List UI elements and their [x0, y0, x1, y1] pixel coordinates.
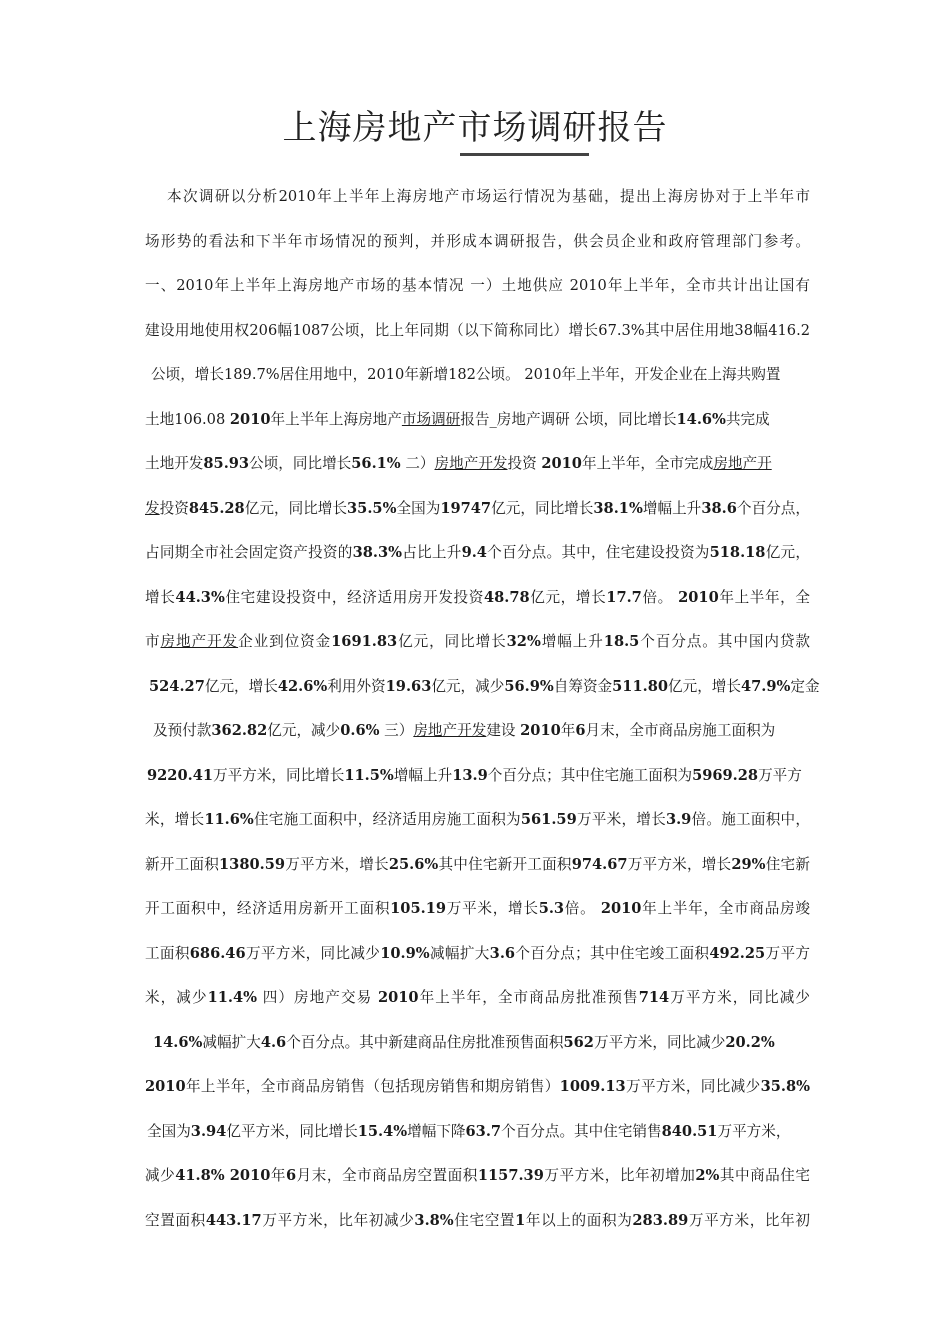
- figure-value: 1691.83: [331, 633, 398, 650]
- text-segment: 三）: [379, 722, 414, 739]
- text-segment: 年上半年，全: [718, 588, 810, 606]
- text-line: [145, 976, 810, 1021]
- text-segment: 自筹资金: [553, 677, 613, 695]
- text-segment: 万平方米，同比减少: [245, 944, 381, 962]
- text-segment: 万平方米，比年初: [688, 1211, 810, 1229]
- figure-value: 0.6%: [340, 722, 380, 739]
- underlined-term: 房地产开发: [160, 633, 239, 650]
- text-line: [145, 843, 810, 888]
- figure-value: 5969.28: [692, 766, 759, 784]
- text-segment: 万平方米，同比减少: [593, 1033, 726, 1051]
- text-segment: 亿元，增长: [529, 588, 607, 606]
- figure-value: 9220.41: [147, 766, 214, 784]
- figure-value: 2010: [229, 1167, 271, 1184]
- figure-value: 686.46: [189, 944, 246, 962]
- figure-value: 4.6: [260, 1033, 287, 1051]
- text-segment: 月末，全市商品房空置面积: [296, 1167, 478, 1184]
- text-segment: 年上半年，全市商品房批准预售: [418, 989, 639, 1006]
- text-segment: 开工面积中，经济适用房新开工面积: [145, 900, 391, 917]
- text-segment: 米，增长: [145, 811, 205, 828]
- text-segment: 减少: [145, 1167, 176, 1184]
- text-segment: 增幅上升: [540, 633, 604, 650]
- underlined-term: 市场调研: [401, 410, 461, 428]
- figure-value: 3.8%: [414, 1211, 454, 1229]
- text-segment: 年: [270, 1167, 287, 1184]
- text-segment: 倍。施工面积中，: [691, 811, 810, 828]
- text-line: [145, 531, 810, 576]
- text-segment: 占比上升: [402, 544, 462, 561]
- text-segment: 年上半年，全市商品房销售（包括现房销售和期房销售）: [185, 1078, 560, 1095]
- text-segment: 亿元，: [765, 544, 810, 561]
- text-segment: 空置面积: [145, 1211, 206, 1229]
- figure-value: 2010: [377, 989, 419, 1006]
- text-segment: 万平方米，比年初减少: [261, 1211, 415, 1229]
- text-segment: 本次调研以分析2010年上半年上海房地产市场运行情况为基础，提出上海房协对于上半年市: [167, 188, 810, 205]
- text-segment: 年上半年上海房地产: [270, 410, 402, 428]
- figure-value: 845.28: [188, 499, 245, 517]
- figure-value: 283.89: [632, 1211, 689, 1229]
- figure-value: 15.4%: [357, 1122, 408, 1140]
- text-segment: 个百分点；其中住宅竣工面积: [515, 944, 710, 962]
- figure-value: 443.17: [205, 1211, 262, 1229]
- text-segment: 新开工面积: [145, 855, 220, 873]
- text-segment: 四）房地产交易: [257, 989, 378, 1006]
- text-line: [145, 398, 810, 443]
- figure-value: 3.9: [665, 811, 692, 828]
- text-line: [145, 1110, 810, 1155]
- text-line: [145, 887, 810, 932]
- text-segment: 亿元，同比增长: [491, 499, 594, 517]
- text-segment: 减幅扩大: [202, 1033, 261, 1051]
- figure-value: 1157.39: [477, 1167, 544, 1184]
- text-segment: 企业到位资金: [238, 633, 332, 650]
- text-segment: 全国为: [147, 1122, 191, 1140]
- figure-value: 29%: [731, 855, 766, 873]
- text-segment: 个百分点；其中住宅施工面积为: [487, 766, 693, 784]
- text-segment: 建设用地使用权206幅1087公顷，比上年同期（以下简称同比）增长67.3%其中居住用地38幅416.2: [145, 321, 810, 339]
- figure-value: 6: [286, 1167, 297, 1184]
- text-segment: 个百分点。其中新建商品住房批准预售面积: [286, 1033, 564, 1051]
- text-segment: 个百分点，: [736, 499, 810, 517]
- figure-value: 492.25: [709, 944, 766, 962]
- text-segment: 万平方米，增长: [285, 855, 389, 873]
- figure-value: 714: [638, 989, 670, 1006]
- figure-value: 840.51: [661, 1122, 718, 1140]
- figure-value: 25.6%: [388, 855, 439, 873]
- figure-value: 85.93: [203, 455, 250, 472]
- figure-value: 42.6%: [277, 677, 328, 695]
- text-segment: 亿元，增长: [668, 677, 741, 695]
- text-segment: 占同期全市社会固定资产投资的: [145, 544, 353, 561]
- text-segment: 亿元，增长: [204, 677, 278, 695]
- text-segment: 其中住宅新开工面积: [438, 855, 572, 873]
- text-segment: 减幅扩大: [429, 944, 490, 962]
- figure-value: 41.8%: [175, 1167, 225, 1184]
- figure-value: 38.3%: [352, 544, 403, 561]
- text-segment: 增幅下降: [407, 1122, 466, 1140]
- text-segment: 增幅上升: [393, 766, 453, 784]
- text-segment: 万平方米，: [717, 1122, 791, 1140]
- text-segment: 年上半年，全市商品房竣: [641, 900, 810, 917]
- figure-value: 524.27: [149, 677, 205, 695]
- text-segment: 住宅建设投资中，经济适用房开发投资: [224, 588, 484, 606]
- figure-value: 13.9: [452, 766, 488, 784]
- text-segment: 住宅新: [765, 855, 810, 873]
- text-segment: 万平方: [765, 944, 810, 962]
- figure-value: 10.9%: [380, 944, 430, 962]
- text-segment: 亿元，同比增长: [244, 499, 348, 517]
- text-segment: 年: [560, 722, 576, 739]
- text-segment: 及预付款: [153, 722, 212, 739]
- figure-value: 1009.13: [559, 1078, 626, 1095]
- figure-value: 38.1%: [593, 499, 643, 517]
- text-segment: 亿元，减少: [267, 722, 341, 739]
- text-segment: 利用外资: [327, 677, 386, 695]
- text-segment: 倍。: [564, 900, 601, 917]
- text-segment: 倍。: [641, 588, 679, 606]
- figure-value: 1380.59: [219, 855, 286, 873]
- text-line: [145, 798, 810, 843]
- underlined-term: 房地产开发: [413, 722, 487, 739]
- figure-value: 562: [563, 1033, 594, 1051]
- figure-value: 511.80: [612, 677, 669, 695]
- text-segment: 亿元，减少: [431, 677, 505, 695]
- text-segment: 其中商品住宅: [719, 1167, 810, 1184]
- text-segment: 亿元，同比增长: [397, 633, 507, 650]
- text-segment: 万平方米，同比减少: [669, 989, 810, 1006]
- figure-value: 9.4: [461, 544, 487, 561]
- text-segment: 亿平方米，同比增长: [226, 1122, 358, 1140]
- figure-value: 14.6%: [676, 410, 726, 428]
- text-line: [145, 1021, 810, 1066]
- figure-value: 5.3: [538, 900, 565, 917]
- text-segment: 二）: [400, 455, 435, 472]
- figure-value: 19747: [440, 499, 492, 517]
- figure-value: 48.78: [483, 588, 530, 606]
- figure-value: 14.6%: [153, 1033, 203, 1051]
- text-line: [145, 264, 810, 309]
- text-line: [145, 309, 810, 354]
- figure-value: 974.67: [571, 855, 628, 873]
- figure-value: 35.8%: [760, 1078, 810, 1095]
- text-line: [145, 487, 810, 532]
- text-segment: 万平方米，比年初增加: [543, 1167, 696, 1184]
- figure-value: 2010: [229, 410, 271, 428]
- text-segment: 万平方: [758, 766, 802, 784]
- text-segment: 万平方米，同比增长: [213, 766, 345, 784]
- text-segment: 住宅施工面积中，经济适用房施工面积为: [253, 811, 521, 828]
- figure-value: 6: [575, 722, 586, 739]
- figure-value: 2010: [600, 900, 642, 917]
- figure-value: 3.6: [489, 944, 516, 962]
- text-line: [145, 709, 810, 754]
- figure-value: 35.5%: [347, 499, 397, 517]
- text-line: [145, 620, 810, 665]
- figure-value: 32%: [506, 633, 541, 650]
- figure-value: 105.19: [390, 900, 447, 917]
- text-segment: 万平方米，同比减少: [625, 1078, 761, 1095]
- figure-value: 518.18: [709, 544, 766, 561]
- figure-value: 1: [515, 1211, 526, 1229]
- figure-value: 2010: [541, 455, 582, 472]
- text-segment: 一、2010年上半年上海房地产市场的基本情况 一）土地供应 2010年上半年，全市共计出让国有: [145, 277, 810, 294]
- text-segment: 万平方米，增长: [627, 855, 732, 873]
- figure-value: 18.5: [603, 633, 640, 650]
- text-segment: 场形势的看法和下半年市场情况的预判，并形成本调研报告，供会员企业和政府管理部门参考。: [145, 232, 810, 250]
- text-line: [145, 1154, 810, 1199]
- text-segment: 年上半年，全市完成: [581, 455, 714, 472]
- text-segment: 增幅上升: [642, 499, 702, 517]
- figure-value: 3.94: [190, 1122, 227, 1140]
- text-line: [145, 1199, 810, 1244]
- figure-value: 2%: [695, 1167, 720, 1184]
- text-segment: 万平米，增长: [446, 900, 539, 917]
- text-segment: 定金: [790, 677, 820, 695]
- figure-value: 56.1%: [351, 455, 401, 472]
- figure-value: 56.9%: [504, 677, 554, 695]
- text-line: [145, 754, 810, 799]
- text-segment: 建设: [486, 722, 521, 739]
- figure-value: 561.59: [520, 811, 577, 828]
- figure-value: 19.63: [385, 677, 432, 695]
- text-segment: 米，减少: [145, 989, 208, 1006]
- text-line: [145, 1065, 810, 1110]
- text-segment: 个百分点。其中，住宅建设投资为: [486, 544, 710, 561]
- text-segment: 土地106.08: [145, 410, 230, 428]
- figure-value: 2010: [520, 722, 561, 739]
- text-segment: 投资: [159, 499, 189, 517]
- title-underline: [460, 153, 589, 156]
- figure-value: 362.82: [211, 722, 268, 739]
- figure-value: 63.7: [465, 1122, 502, 1140]
- text-segment: 个百分点。其中国内贷款: [639, 633, 810, 650]
- figure-value: 2010: [145, 1078, 186, 1095]
- text-segment: 投资: [507, 455, 542, 472]
- text-line: [145, 576, 810, 621]
- text-segment: 全国为: [396, 499, 441, 517]
- figure-value: 11.6%: [204, 811, 254, 828]
- text-segment: 公顷，增长189.7%居住用地中，2010年新增182公顷。 2010年上半年，开发企业在上海共购置: [151, 366, 781, 383]
- text-segment: 住宅空置: [453, 1211, 516, 1229]
- underlined-term: 房地产开发: [434, 455, 508, 472]
- text-segment: 万平米，增长: [576, 811, 666, 828]
- text-segment: 月末，全市商品房施工面积为: [585, 722, 776, 739]
- text-line: [145, 665, 820, 710]
- underlined-term: 房地产开: [713, 455, 772, 472]
- text-segment: 增长: [145, 588, 176, 606]
- text-segment: 个百分点。其中住宅销售: [501, 1122, 662, 1140]
- figure-value: 2010: [678, 588, 719, 606]
- figure-value: 11.4%: [207, 989, 258, 1006]
- figure-value: 20.2%: [725, 1033, 775, 1051]
- text-segment: 市: [145, 633, 161, 650]
- text-line: [145, 353, 810, 398]
- text-segment: 共完成: [725, 410, 770, 428]
- text-segment: 公顷，同比增长: [249, 455, 352, 472]
- document-title: 上海房地产市场调研报告: [282, 108, 668, 148]
- figure-value: 44.3%: [175, 588, 225, 606]
- underlined-term: 发: [145, 499, 160, 517]
- text-line: [145, 442, 810, 487]
- text-line: [145, 175, 810, 220]
- figure-value: 11.5%: [344, 766, 394, 784]
- text-segment: 年以上的面积为: [525, 1211, 633, 1229]
- text-line: [145, 220, 810, 265]
- text-segment: 土地开发: [145, 455, 204, 472]
- figure-value: 47.9%: [741, 677, 791, 695]
- text-line: [145, 932, 810, 977]
- figure-value: 38.6: [701, 499, 737, 517]
- document-body: [145, 175, 820, 1243]
- text-segment: 报告_房地产调研 公顷，同比增长: [460, 410, 677, 428]
- text-segment: 工面积: [145, 944, 190, 962]
- figure-value: 17.7: [606, 588, 642, 606]
